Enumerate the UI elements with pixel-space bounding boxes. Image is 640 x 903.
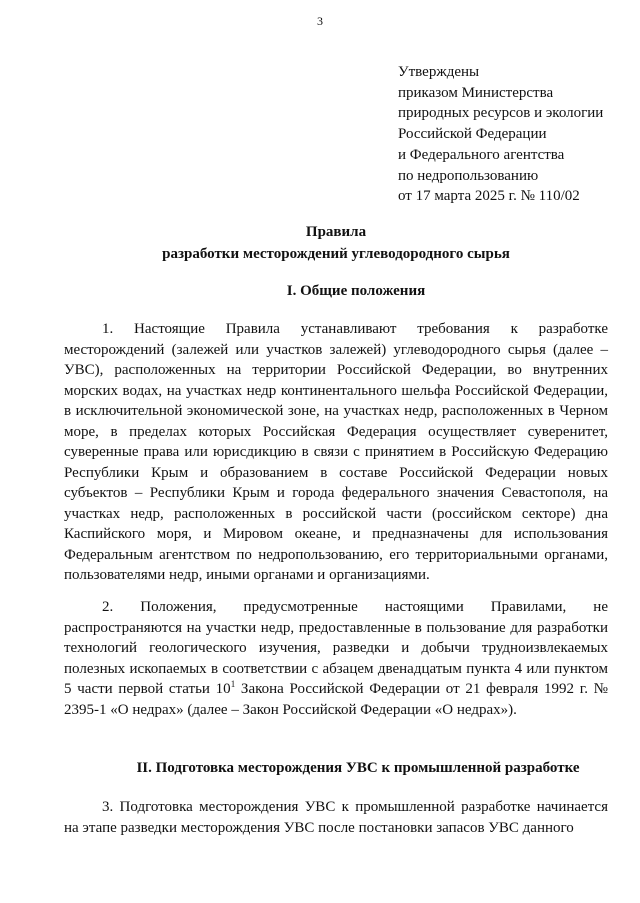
section-heading-1: I. Общие положения bbox=[286, 283, 426, 299]
approval-line: природных ресурсов и экологии bbox=[398, 105, 604, 122]
approval-line: Утверждены bbox=[398, 64, 480, 80]
section-heading-2: II. Подготовка месторождения УВС к промышленной разработке bbox=[136, 760, 580, 776]
paragraph-2-text: 2. Положения, предусмотренные настоящими Правилами, не распространяются на участки недр, предоставленные в пользование для разработки технологий геологического изучения, разведки и добычи трудноизвлекаемых полезных ископаемых в соответствии с абзацем двенадцатым пункта 4 или пунктом 5 части первой статьи 10 bbox=[64, 599, 608, 697]
title-line-2: разработки месторождений углеводородного сырья bbox=[162, 246, 510, 262]
approval-line: и Федерального агентства bbox=[398, 146, 565, 163]
page-number: 3 bbox=[317, 14, 323, 28]
paragraph-2-text-end: Закона Российской Федерации от 21 февраля 1992 г. № 2395-1 «О недрах» (далее – Закон Российской Федерации «О недрах»). bbox=[64, 681, 608, 718]
document-title bbox=[40, 221, 632, 265]
approval-line: от 17 марта 2025 г. № 110/02 bbox=[398, 188, 580, 205]
approval-stamp bbox=[398, 62, 628, 207]
paragraph-3: 3. Подготовка месторождения УВС к промышленной разработке начинается на этапе разведки месторождения УВС после постановки запасов УВС данного bbox=[64, 799, 608, 836]
paragraph-2 bbox=[64, 597, 608, 720]
approval-line: по недропользованию bbox=[398, 167, 539, 184]
title-line-1: Правила bbox=[305, 224, 367, 240]
footnote-superscript: 1 bbox=[230, 679, 236, 689]
approval-line: Российской Федерации bbox=[398, 126, 547, 143]
approval-line: приказом Министерства bbox=[398, 84, 554, 101]
paragraph-1: 1. Настоящие Правила устанавливают требования к разработке месторождений (залежей или участков залежей) углеводородного сырья (далее – УВС), расположенных на территории Российской Федерации, во внутренних морских водах, на участках недр континентального шельфа Российской Федерации, в исключительной экономической зоне, на участках недр, расположенных в Черном море, в пределах которых Российская Федерация осуществляет суверенитет, суверенные права или юрисдикцию в связи с принятием в Российскую Федерацию Республики Крым и образованием в составе Российской Федерации новых субъектов – Республики Крым и города федерального значения Севастополя, на участках недр, расположенных в российской части (российском секторе) дна Каспийского моря, и Мировом океане, и предназначены для использования Федеральным агентством по недропользованию, его территориальными органами, пользователями недр, иными органами и организациями. bbox=[64, 321, 608, 583]
